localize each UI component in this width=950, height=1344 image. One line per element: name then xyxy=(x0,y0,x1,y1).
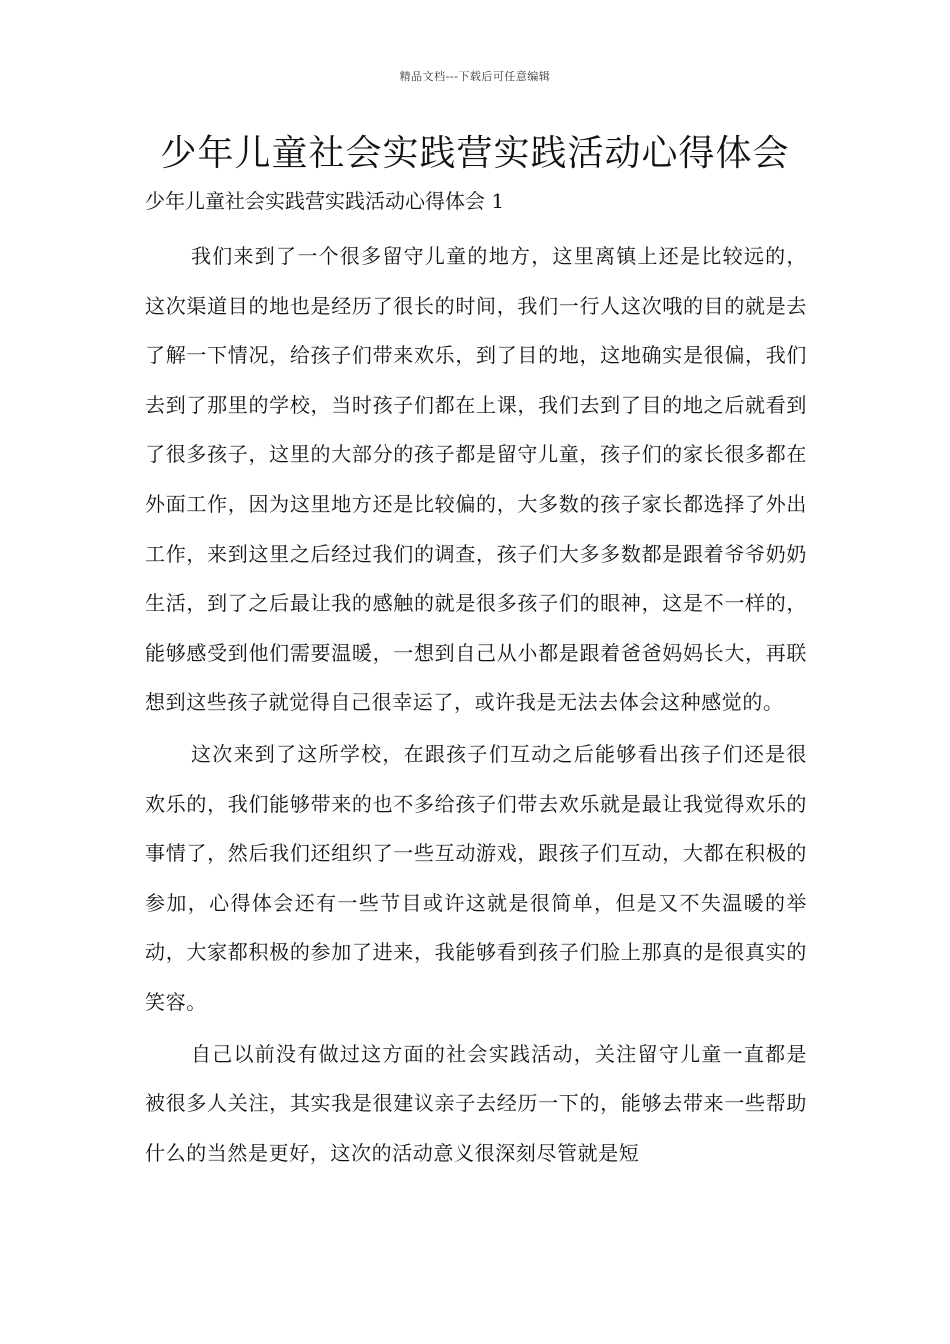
paragraph-3: 自己以前没有做过这方面的社会实践活动，关注留守儿童一直都是被很多人关注，其实我是很建议亲子去经历一下的，能够去带来一些帮助什么的当然是更好，这次的活动意义很深刻尽管就是短 xyxy=(145,1041,807,1165)
page-header: 精品文档---下载后可任意编辑 xyxy=(399,70,551,83)
document-body xyxy=(145,232,807,1180)
paragraph-2: 这次来到了这所学校，在跟孩子们互动之后能够看出孩子们还是很欢乐的，我们能够带来的也不多给孩子们带去欢乐就是最让我觉得欢乐的事情了，然后我们还组织了一些互动游戏，跟孩子们互动，大都在积极的参加，心得体会还有一些节目或许这就是很简单，但是又不失温暖的举动，大家都积极的参加了进来，我能够看到孩子们脸上那真的是很真实的笑容。 xyxy=(145,741,807,1014)
document-subtitle: 少年儿童社会实践营实践活动心得体会 1 xyxy=(145,189,505,213)
document-title: 少年儿童社会实践营实践活动心得体会 xyxy=(160,133,790,174)
paragraph-1: 我们来到了一个很多留守儿童的地方，这里离镇上还是比较远的，这次渠道目的地也是经历了很长的时间，我们一行人这次哦的目的就是去了解一下情况，给孩子们带来欢乐，到了目的地，这地确实是很偏，我们去到了那里的学校，当时孩子们都在上课，我们去到了目的地之后就看到了很多孩子，这里的大部分的孩子都是留守儿童，孩子们的家长很多都在外面工作，因为这里地方还是比较偏的，大多数的孩子家长都选择了外出工作，来到这里之后经过我们的调查，孩子们大多多数都是跟着爷爷奶奶生活，到了之后最让我的感触的就是很多孩子们的眼神，这是不一样的，能够感受到他们需要温暖，一想到自己从小都是跟着爸爸妈妈长大，再联想到这些孩子就觉得自己很幸运了，或许我是无法去体会这种感觉的。 xyxy=(145,244,807,715)
